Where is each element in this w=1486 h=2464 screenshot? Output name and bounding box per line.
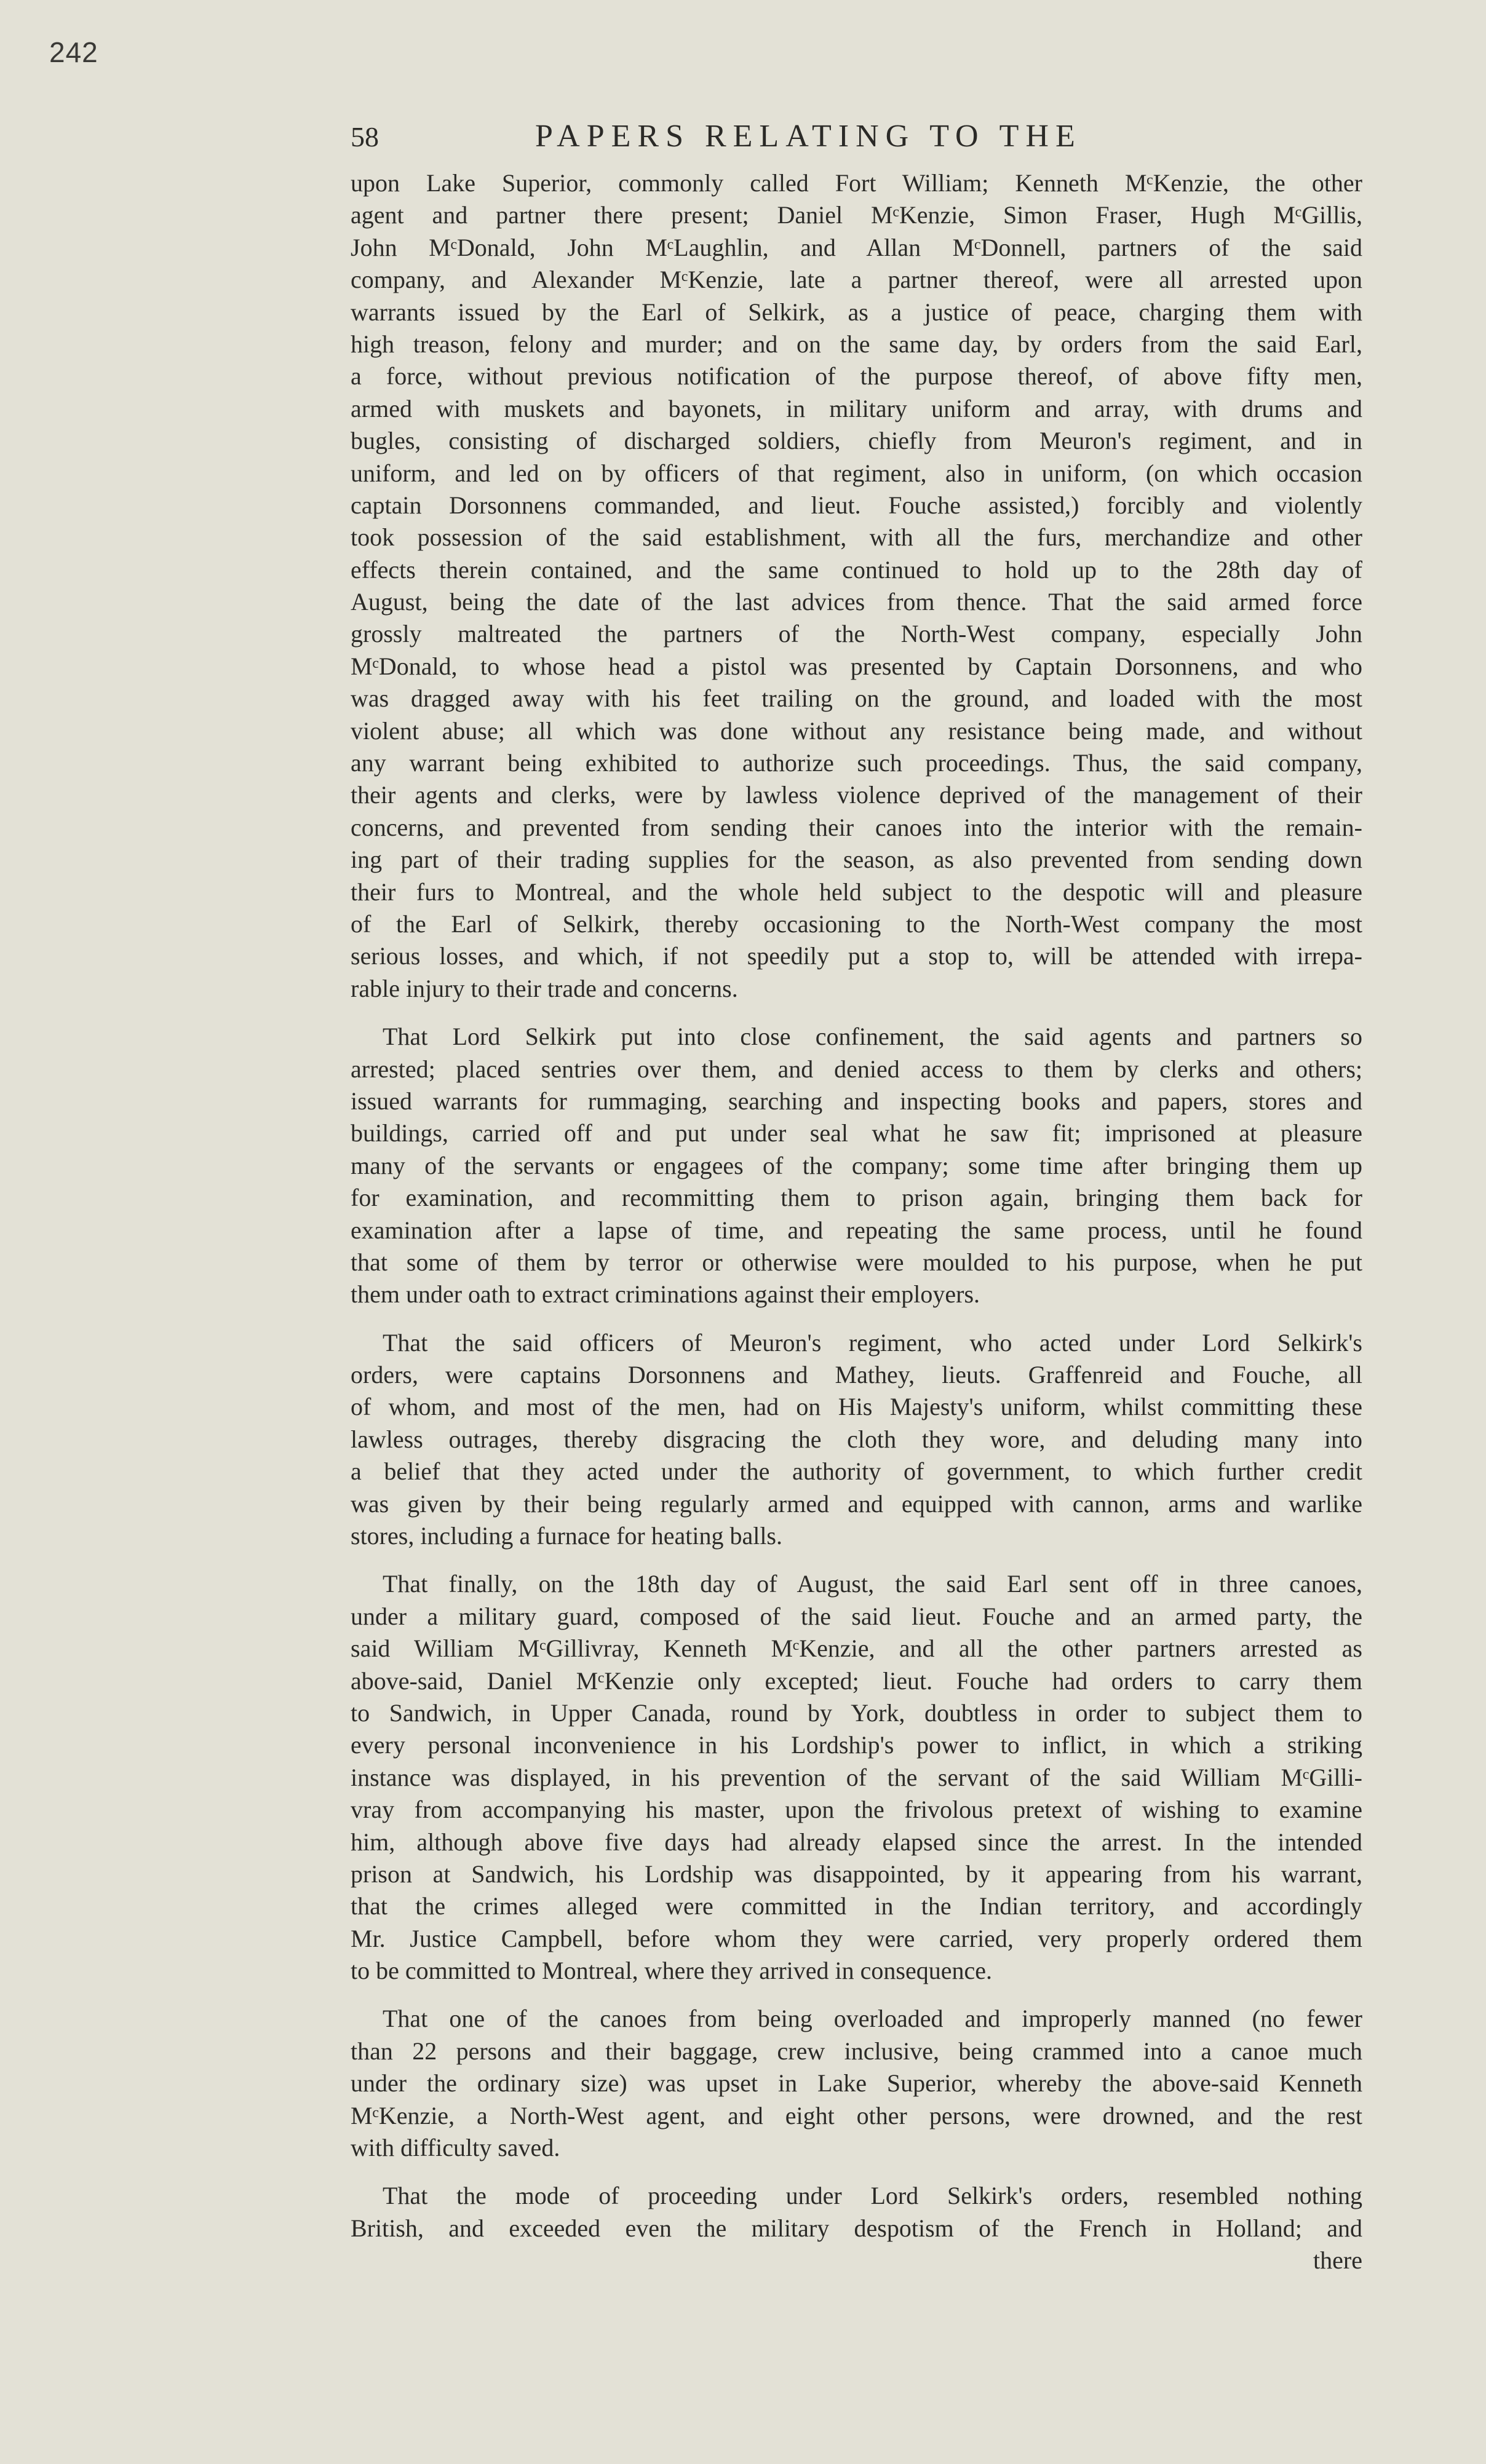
paragraph xyxy=(351,2180,1362,2244)
text-line: instance was displayed, in his prevention of the servant of the said William MᶜGilli- xyxy=(351,1763,1362,1791)
text-line: orders, were captains Dorsonnens and Mathey, lieuts. Graffenreid and Fouche, all xyxy=(351,1361,1362,1389)
paragraph xyxy=(351,1568,1362,1987)
text-line: their agents and clerks, were by lawless violence deprived of the management of their xyxy=(351,781,1362,809)
text-line: vray from accompanying his master, upon the frivolous pretext of wishing to examine xyxy=(351,1796,1362,1824)
text-line: That finally, on the 18th day of August, the said Earl sent off in three canoes, xyxy=(383,1570,1362,1598)
paragraph xyxy=(351,167,1362,1005)
paragraph xyxy=(351,1327,1362,1553)
text-line: That Lord Selkirk put into close confinement, the said agents and partners so xyxy=(383,1023,1362,1051)
text-line: captain Dorsonnens commanded, and lieut. Fouche assisted,) forcibly and violently xyxy=(351,491,1362,519)
paragraph-gap xyxy=(351,1311,1362,1327)
text-line: effects therein contained, and the same continued to hold up to the 28th day of xyxy=(351,555,1362,584)
text-line: was dragged away with his feet trailing on the ground, and loaded with the most xyxy=(351,684,1362,713)
running-head xyxy=(351,118,1362,161)
text-line: a force, without previous notification of the purpose thereof, of above fifty men, xyxy=(351,362,1362,390)
text-line: rable injury to their trade and concerns. xyxy=(351,974,738,1002)
text-line: was given by their being regularly armed and equipped with cannon, arms and warlike xyxy=(351,1489,1362,1518)
text-line: Mr. Justice Campbell, before whom they were carried, very properly ordered them xyxy=(351,1924,1362,1952)
text-line: British, and exceeded even the military despotism of the French in Holland; and xyxy=(351,2214,1362,2242)
folio-number: 242 xyxy=(49,36,98,68)
paragraph xyxy=(351,2003,1362,2164)
text-line: violent abuse; all which was done without any resistance being made, and without xyxy=(351,716,1362,745)
text-line: company, and Alexander MᶜKenzie, late a partner thereof, were all arrested upon xyxy=(351,266,1362,294)
text-line: arrested; placed sentries over them, and denied access to them by clerks and others; xyxy=(351,1055,1362,1083)
text-line: under a military guard, composed of the said lieut. Fouche and an armed party, the xyxy=(351,1602,1362,1630)
text-line: a belief that they acted under the authority of government, to which further credit xyxy=(351,1457,1362,1486)
text-line: of whom, and most of the men, had on His Majesty's uniform, whilst committing these xyxy=(351,1393,1362,1421)
paragraph-gap xyxy=(351,1552,1362,1568)
text-line: stores, including a furnace for heating balls. xyxy=(351,1522,782,1550)
text-line: MᶜDonald, to whose head a pistol was presented by Captain Dorsonnens, and who xyxy=(351,652,1362,680)
text-line: John MᶜDonald, John MᶜLaughlin, and Allan MᶜDonnell, partners of the said xyxy=(351,233,1362,261)
text-line: upon Lake Superior, commonly called Fort William; Kenneth MᶜKenzie, the other xyxy=(351,169,1362,197)
text-line: prison at Sandwich, his Lordship was disappointed, by it appearing from his warrant, xyxy=(351,1860,1362,1888)
text-line: armed with muskets and bayonets, in military uniform and array, with drums and xyxy=(351,394,1362,422)
text-line: bugles, consisting of discharged soldiers, chiefly from Meuron's regiment, and in xyxy=(351,427,1362,455)
text-line: examination after a lapse of time, and repeating the same process, until he found xyxy=(351,1216,1362,1244)
text-line: every personal inconvenience in his Lordship's power to inflict, in which a striking xyxy=(351,1731,1362,1759)
paragraph-gap xyxy=(351,1005,1362,1021)
text-line: MᶜKenzie, a North-West agent, and eight other persons, were drowned, and the rest xyxy=(351,2101,1362,2129)
paragraph-gap xyxy=(351,2164,1362,2180)
text-line: August, being the date of the last advices from thence. That the said armed force xyxy=(351,588,1362,616)
text-line: grossly maltreated the partners of the North-West company, especially John xyxy=(351,620,1362,648)
text-line: issued warrants for rummaging, searching and inspecting books and papers, stores and xyxy=(351,1087,1362,1115)
text-line: That one of the canoes from being overloaded and improperly manned (no fewer xyxy=(383,2005,1362,2033)
text-line: buildings, carried off and put under seal what he saw fit; imprisoned at pleasure xyxy=(351,1119,1362,1147)
text-line: serious losses, and which, if not speedily put a stop to, will be attended with irrepa- xyxy=(351,942,1362,970)
text-line: took possession of the said establishment, with all the furs, merchandize and other xyxy=(351,523,1362,552)
text-line: That the mode of proceeding under Lord Selkirk's orders, resembled nothing xyxy=(383,2182,1362,2210)
text-line: many of the servants or engagees of the company; some time after bringing them up xyxy=(351,1151,1362,1179)
text-line: any warrant being exhibited to authorize such proceedings. Thus, the said company, xyxy=(351,749,1362,777)
text-line: that some of them by terror or otherwise were moulded to his purpose, when he put xyxy=(351,1248,1362,1276)
running-title: PAPERS RELATING TO THE xyxy=(535,119,1082,154)
text-line: warrants issued by the Earl of Selkirk, as a justice of peace, charging them with xyxy=(351,298,1362,326)
text-line: for examination, and recommitting them to prison again, bringing them back for xyxy=(351,1184,1362,1212)
body-text xyxy=(351,167,1362,2277)
text-line: above-said, Daniel MᶜKenzie only excepted; lieut. Fouche had orders to carry them xyxy=(351,1666,1362,1695)
text-line: that the crimes alleged were committed in the Indian territory, and accordingly xyxy=(351,1892,1362,1920)
text-line: concerns, and prevented from sending their canoes into the interior with the remain- xyxy=(351,813,1362,841)
text-line: said William MᶜGillivray, Kenneth MᶜKenzie, and all the other partners arrested as xyxy=(351,1634,1362,1663)
text-line: under the ordinary size) was upset in Lake Superior, whereby the above-said Kenneth xyxy=(351,2069,1362,2098)
text-line: of the Earl of Selkirk, thereby occasioning to the North-West company the most xyxy=(351,909,1362,938)
text-line: their furs to Montreal, and the whole held subject to the despotic will and pleasure xyxy=(351,877,1362,906)
text-line: than 22 persons and their baggage, crew inclusive, being crammed into a canoe much xyxy=(351,2037,1362,2065)
text-line: uniform, and led on by officers of that regiment, also in uniform, (on which occasion xyxy=(351,459,1362,487)
text-line: That the said officers of Meuron's regiment, who acted under Lord Selkirk's xyxy=(383,1328,1362,1357)
text-line: lawless outrages, thereby disgracing the cloth they wore, and deluding many into xyxy=(351,1425,1362,1453)
text-line: him, although above five days had already elapsed since the arrest. In the intended xyxy=(351,1828,1362,1856)
paragraph xyxy=(351,1021,1362,1311)
text-line: them under oath to extract criminations against their employers. xyxy=(351,1280,980,1309)
text-line: with difficulty saved. xyxy=(351,2134,560,2162)
text-line: to be committed to Montreal, where they arrived in consequence. xyxy=(351,1957,992,1985)
page-number: 58 xyxy=(351,121,379,153)
text-line: to Sandwich, in Upper Canada, round by York, doubtless in order to subject them to xyxy=(351,1698,1362,1727)
text-line: agent and partner there present; Daniel MᶜKenzie, Simon Fraser, Hugh MᶜGillis, xyxy=(351,201,1362,229)
text-line: ing part of their trading supplies for the season, as also prevented from sending down xyxy=(351,846,1362,874)
catchword: there xyxy=(1313,2246,1362,2275)
text-line: high treason, felony and murder; and on the same day, by orders from the said Earl, xyxy=(351,330,1362,358)
paragraph-gap xyxy=(351,1987,1362,2003)
